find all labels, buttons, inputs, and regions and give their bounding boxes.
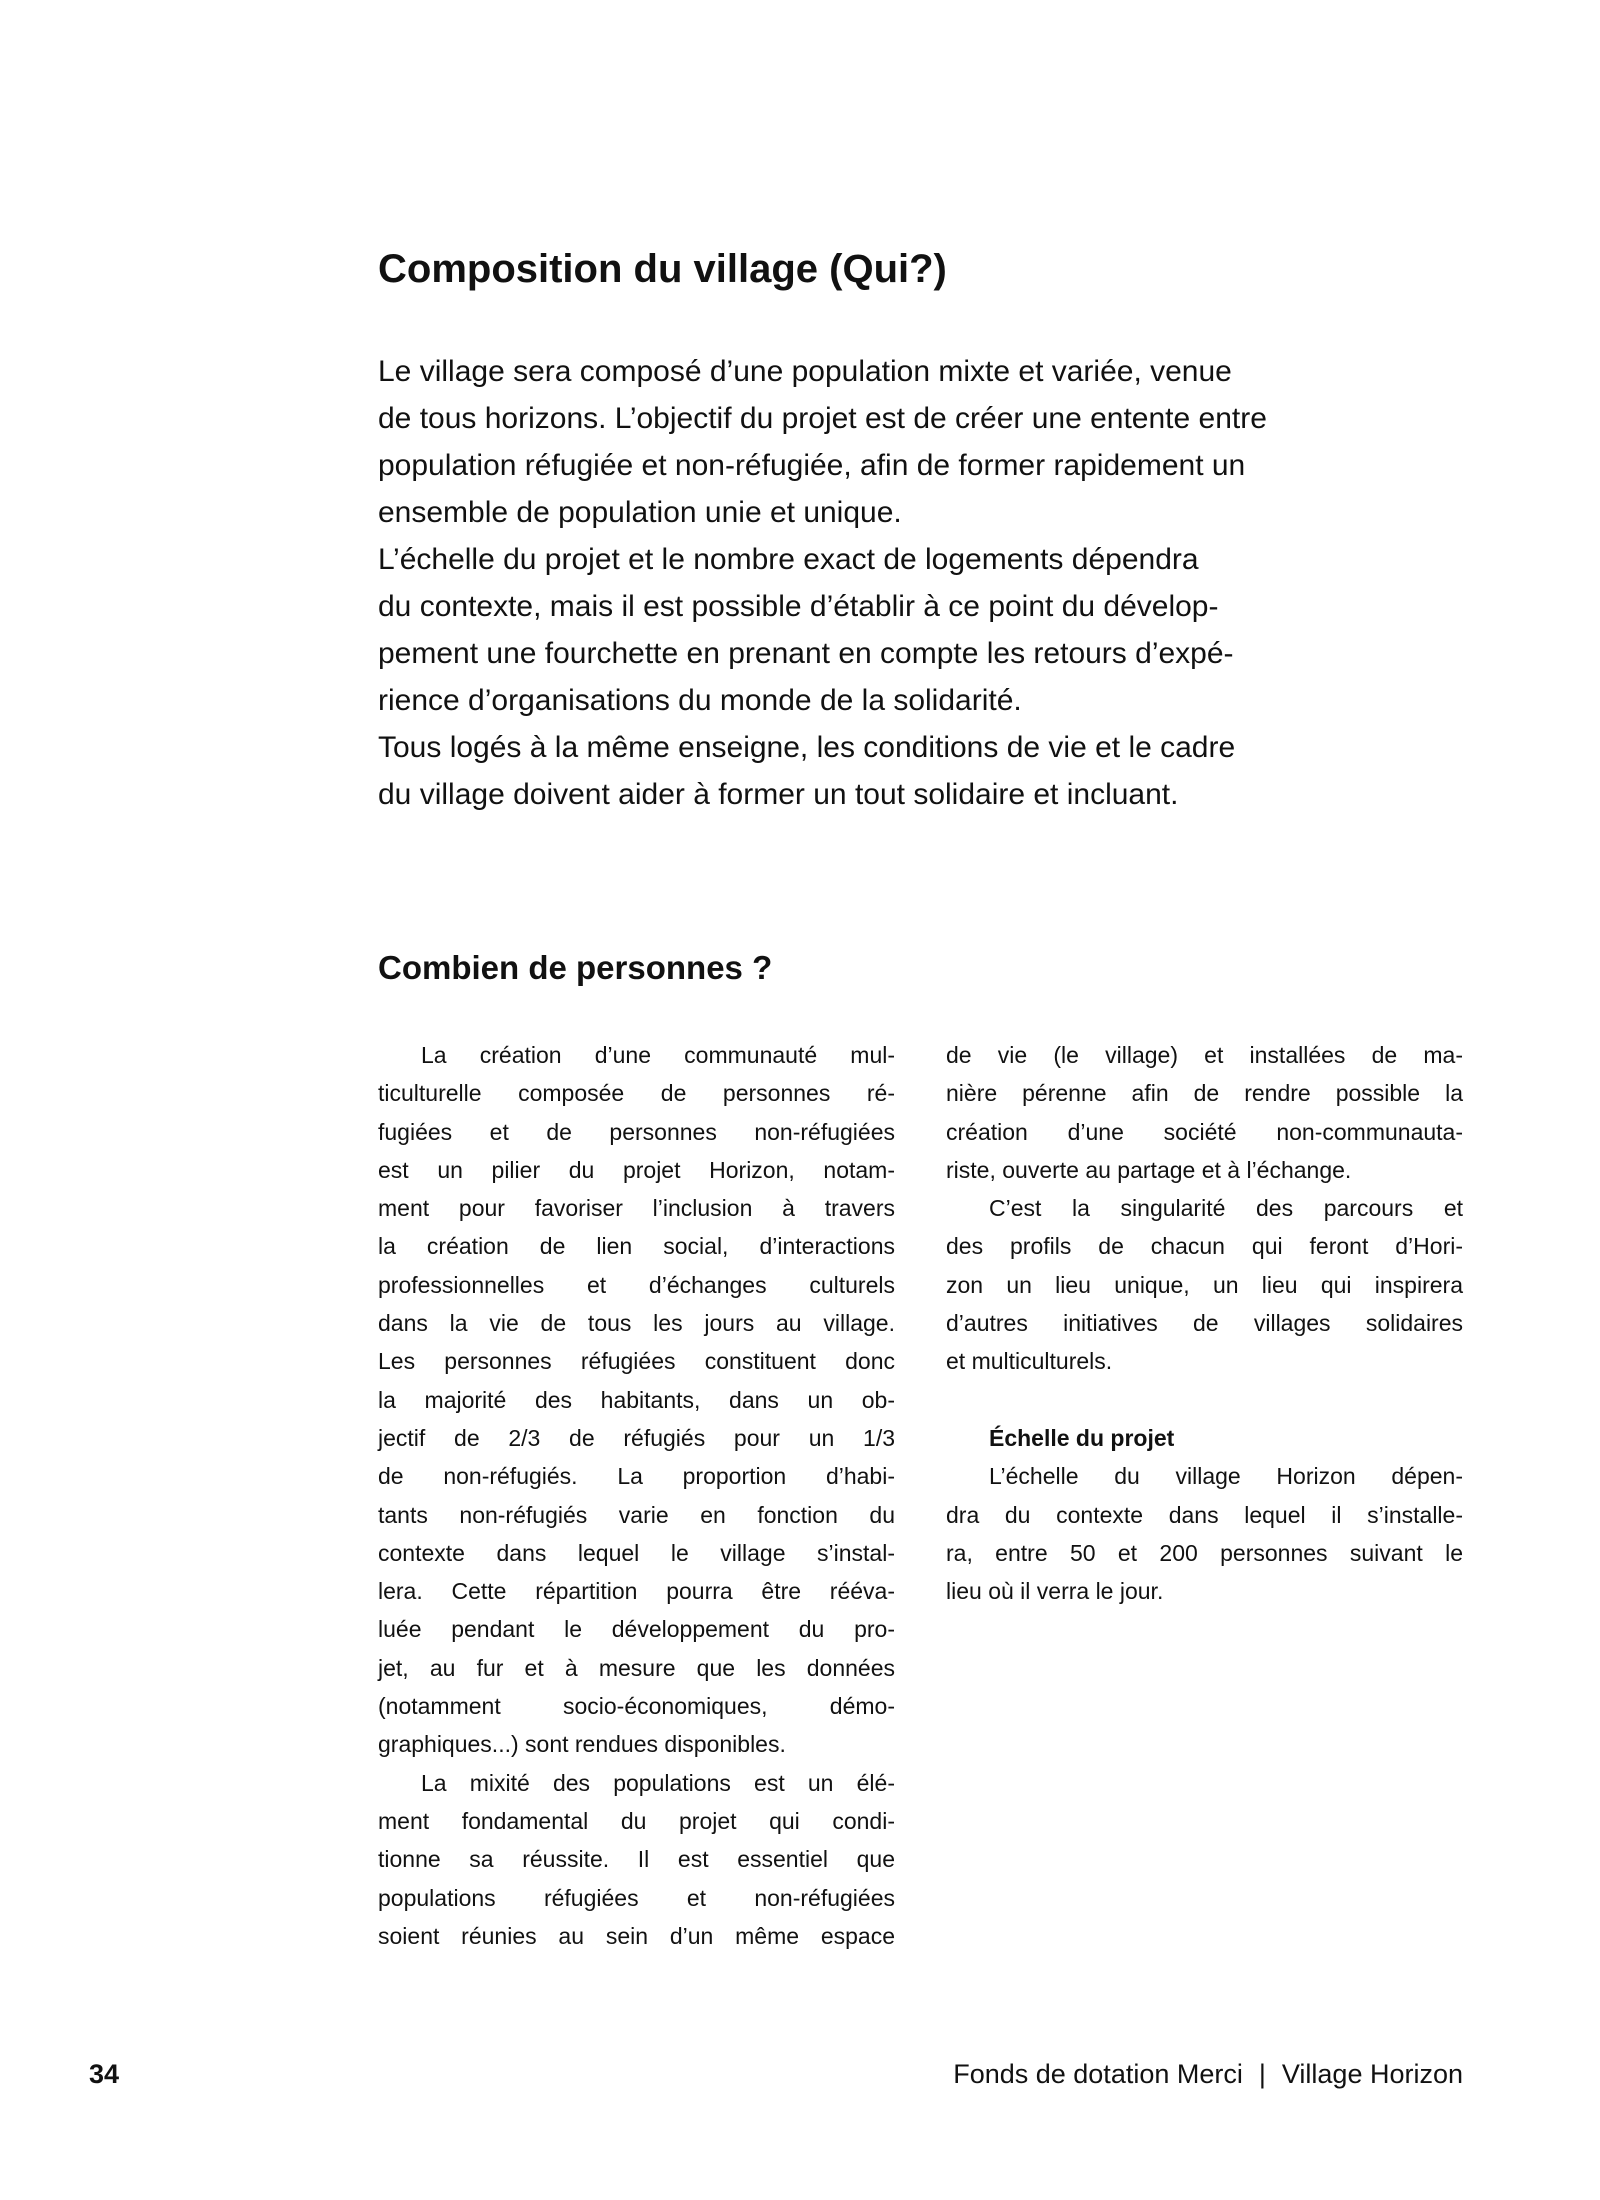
text-line <box>946 1381 1463 1419</box>
text-line: est un pilier du projet Horizon, notam- <box>378 1156 895 1183</box>
footer-publication: Village Horizon <box>1281 2059 1463 2089</box>
section-title: Combien de personnes ? <box>378 949 773 986</box>
page-title: Composition du village (Qui?) <box>378 247 947 291</box>
intro-line: du village doivent aider à former un tout solidaire et incluant. <box>378 778 1179 811</box>
text-line: dans la vie de tous les jours au village. <box>378 1310 895 1337</box>
intro-line: pement une fourchette en prenant en compte les retours d’expé- <box>378 637 1234 670</box>
text-line: tionne sa réussite. Il est essentiel que <box>378 1846 895 1873</box>
page-number: 34 <box>89 2059 120 2089</box>
text-line: ment fondamental du projet qui condi- <box>378 1807 895 1834</box>
text-line: (notamment socio-économiques, démo- <box>378 1693 895 1720</box>
footer-separator: | <box>1258 2059 1266 2089</box>
text-column-right <box>946 1036 1463 1610</box>
text-line: création d’une société non-communauta- <box>946 1118 1463 1145</box>
text-line: C’est la singularité des parcours et <box>989 1195 1463 1222</box>
text-line: fugiées et de personnes non-réfugiées <box>378 1118 895 1145</box>
text-line: de vie (le village) et installées de ma- <box>946 1042 1463 1068</box>
intro-line: L’échelle du projet et le nombre exact de logements dépendra <box>378 543 1199 576</box>
text-line: La création d’une communauté mul- <box>421 1042 895 1068</box>
intro-line: Tous logés à la même enseigne, les conditions de vie et le cadre <box>378 731 1236 764</box>
text-line: luée pendant le développement du pro- <box>378 1616 895 1643</box>
text-line: contexte dans lequel le village s’instal- <box>378 1539 895 1566</box>
text-line: la majorité des habitants, dans un ob- <box>378 1386 895 1413</box>
text-line: soient réunies au sein d’un même espace <box>378 1922 895 1949</box>
intro-line: de tous horizons. L’objectif du projet est de créer une entente entre <box>378 402 1267 435</box>
text-line: d’autres initiatives de villages solidaires <box>946 1310 1463 1337</box>
text-line: de non-réfugiés. La proportion d’habi- <box>378 1463 895 1490</box>
running-footer <box>953 2057 1463 2091</box>
text-line: riste, ouverte au partage et à l’échange. <box>946 1156 1352 1183</box>
text-line: nière pérenne afin de rendre possible la <box>946 1080 1463 1107</box>
intro-line: du contexte, mais il est possible d’établir à ce point du dévelop- <box>378 590 1219 623</box>
intro-line: Le village sera composé d’une population mixte et variée, venue <box>378 355 1232 388</box>
text-line: zon un lieu unique, un lieu qui inspirera <box>946 1271 1463 1298</box>
text-line: jectif de 2/3 de réfugiés pour un 1/3 <box>378 1424 895 1451</box>
text-line: des profils de chacun qui feront d’Hori- <box>946 1233 1463 1260</box>
text-line: ticulturelle composée de personnes ré- <box>378 1080 895 1107</box>
text-column-left <box>378 1036 895 1955</box>
intro-line: population réfugiée et non-réfugiée, afin de former rapidement un <box>378 449 1246 482</box>
text-line: la création de lien social, d’interactions <box>378 1233 895 1260</box>
text-line: graphiques...) sont rendues disponibles. <box>378 1731 786 1758</box>
text-line: dra du contexte dans lequel il s’installe- <box>946 1501 1463 1528</box>
text-line: lera. Cette répartition pourra être rééva- <box>378 1578 895 1605</box>
text-line: La mixité des populations est un élé- <box>421 1769 895 1796</box>
subsection-heading: Échelle du projet <box>989 1424 1175 1451</box>
text-line: jet, au fur et à mesure que les données <box>378 1654 895 1681</box>
intro-line: rience d’organisations du monde de la solidarité. <box>378 684 1022 717</box>
intro-paragraph <box>378 348 1468 818</box>
text-line: professionnelles et d’échanges culturels <box>378 1271 895 1298</box>
text-line: tants non-réfugiés varie en fonction du <box>378 1501 895 1528</box>
text-line: lieu où il verra le jour. <box>946 1578 1164 1605</box>
text-line: ment pour favoriser l’inclusion à travers <box>378 1195 895 1222</box>
text-line: populations réfugiées et non-réfugiées <box>378 1884 895 1911</box>
intro-line: ensemble de population unie et unique. <box>378 496 902 529</box>
text-line: L’échelle du village Horizon dépen- <box>989 1463 1463 1490</box>
text-line: ra, entre 50 et 200 personnes suivant le <box>946 1539 1463 1566</box>
text-line: Les personnes réfugiées constituent donc <box>378 1348 895 1375</box>
footer-publisher: Fonds de dotation Merci <box>953 2059 1243 2089</box>
text-line: et multiculturels. <box>946 1348 1113 1375</box>
